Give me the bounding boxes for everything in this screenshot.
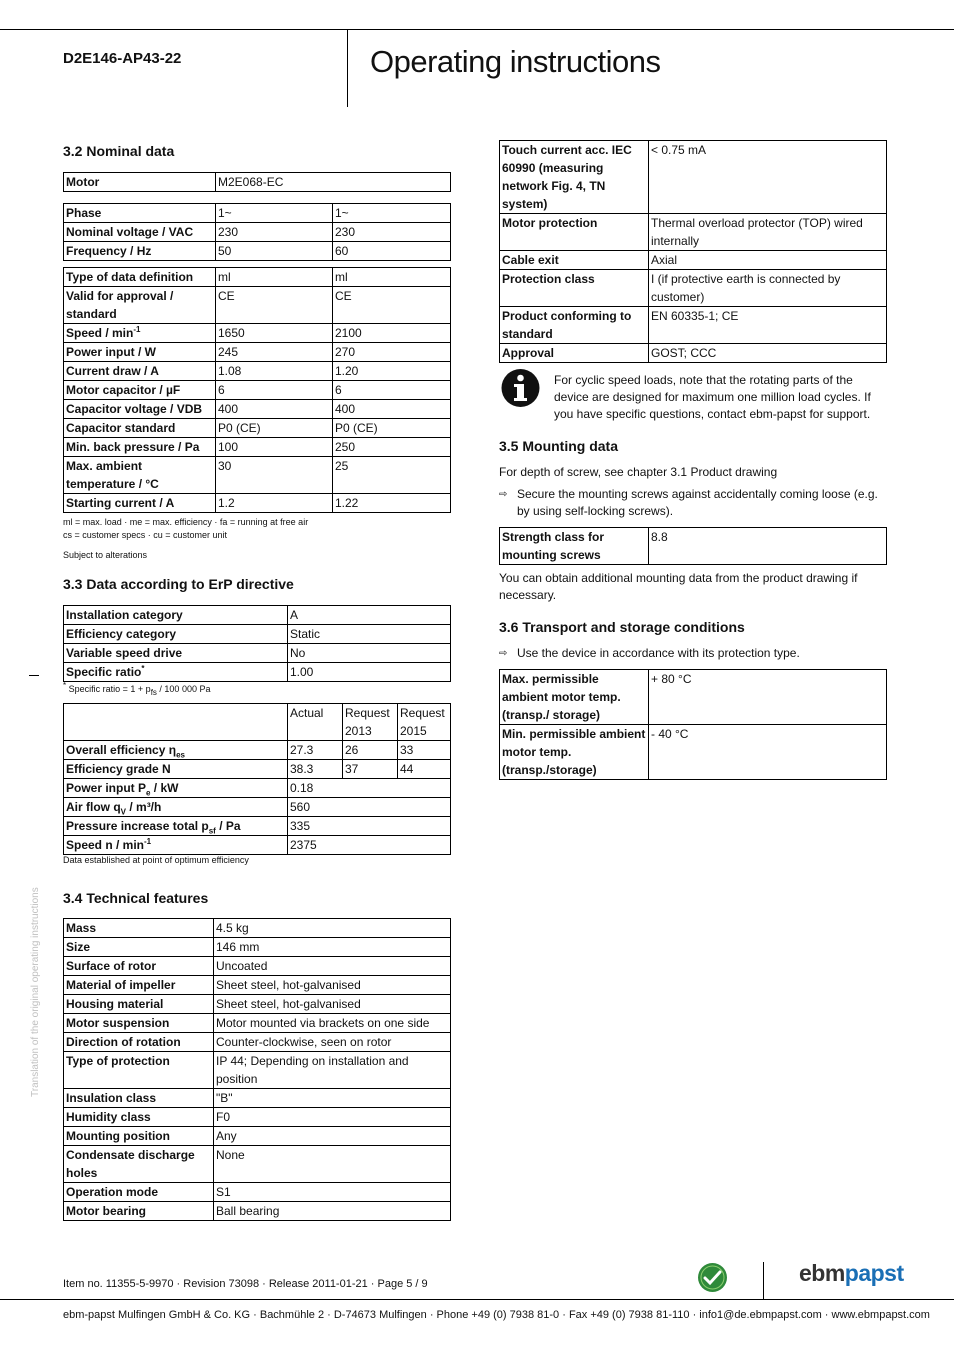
cell-text: Pressure increase total p xyxy=(66,819,209,833)
table-cell xyxy=(64,741,288,760)
table-cell: Humidity class xyxy=(64,1108,214,1127)
motor-table xyxy=(63,172,451,192)
table-cell: 37 xyxy=(343,760,398,779)
section-heading-erp: 3.3 Data according to ErP directive xyxy=(63,576,294,592)
table-cell: Size xyxy=(64,938,214,957)
info-icon xyxy=(499,368,542,408)
subscript: sf xyxy=(208,826,216,836)
table-cell: P0 (CE) xyxy=(333,419,451,438)
cell-text: Power input P xyxy=(66,781,147,795)
cell-text: Speed / min xyxy=(66,326,134,340)
table-row xyxy=(64,919,451,938)
table-row xyxy=(64,1108,451,1127)
table-cell: Power input / W xyxy=(64,343,216,362)
subscript: e xyxy=(146,788,151,798)
table-cell: Motor suspension xyxy=(64,1014,214,1033)
table-row xyxy=(64,741,451,760)
table-cell: 560 xyxy=(288,798,451,817)
table-cell: Operation mode xyxy=(64,1183,214,1202)
section-heading-nominal-data: 3.2 Nominal data xyxy=(63,143,175,159)
table-cell: I (if protective earth is connected by customer) xyxy=(649,270,887,307)
table-cell: Capacitor standard xyxy=(64,419,216,438)
company-address: ebm-papst Mulfingen GmbH & Co. KG · Bachmühle 2 · D-74673 Mulfingen · Phone +49 (0) 7938 81-0 · Fax +49 (0) 7938 81-110 · info1@de.ebmpapst.com · www.ebmpapst.com xyxy=(63,1309,930,1321)
table-cell: Mass xyxy=(64,919,214,938)
table-row xyxy=(64,957,451,976)
electrical-features-table xyxy=(499,140,887,363)
table-row xyxy=(64,419,451,438)
table-cell: CE xyxy=(216,287,333,324)
table-cell: Motor bearing xyxy=(64,1202,214,1221)
table-cell: Phase xyxy=(64,204,216,223)
table-cell: Installation category xyxy=(64,606,288,625)
header-rule xyxy=(0,29,954,30)
table-row xyxy=(64,324,451,343)
table-cell: P0 (CE) xyxy=(216,419,333,438)
transport-temp-table xyxy=(499,669,887,780)
table-row xyxy=(64,1033,451,1052)
table-cell: Material of impeller xyxy=(64,976,214,995)
table-cell: 25 xyxy=(333,457,451,494)
info-note: For cyclic speed loads, note that the rotating parts of the device are designed for maximum one million load cycles. If you have specific questions, contact ebm-papst for support. xyxy=(554,373,871,421)
table-cell: 60 xyxy=(333,242,451,261)
table-cell: Motor mounted via brackets on one side xyxy=(214,1014,451,1033)
subscript: es xyxy=(176,750,185,760)
table-row xyxy=(64,287,451,324)
legend-line-1: ml = max. load · me = max. efficiency · fa = running at free air xyxy=(63,517,309,527)
table-cell xyxy=(64,779,288,798)
table-cell: + 80 °C xyxy=(649,670,887,725)
table-row xyxy=(64,1183,451,1202)
mounting-bullet xyxy=(499,486,889,520)
asterisk: * xyxy=(63,681,67,690)
note-text: / 100 000 Pa xyxy=(156,684,211,694)
table-cell: 1650 xyxy=(216,324,333,343)
table-cell: Motor capacitor / µF xyxy=(64,381,216,400)
section-heading-technical-features: 3.4 Technical features xyxy=(63,890,209,906)
table-row xyxy=(64,625,451,644)
column-header: Actual xyxy=(288,704,343,741)
table-row xyxy=(64,938,451,957)
table-cell: F0 xyxy=(214,1108,451,1127)
arrow-icon: ⇨ xyxy=(499,489,508,500)
table-row xyxy=(64,817,451,836)
table-cell: Product conforming to standard xyxy=(500,307,649,344)
table-cell: Condensate discharge holes xyxy=(64,1146,214,1183)
model-number: D2E146-AP43-22 xyxy=(63,50,182,67)
cell-text: Specific ratio xyxy=(66,665,142,679)
table-cell: Motor xyxy=(64,173,216,192)
table-row xyxy=(500,528,887,565)
table-row xyxy=(64,779,451,798)
table-cell: 2375 xyxy=(288,836,451,855)
green-tech-badge-icon xyxy=(697,1262,728,1293)
table-cell: 1~ xyxy=(216,204,333,223)
table-row xyxy=(500,214,887,251)
table-cell: IP 44; Depending on installation and position xyxy=(214,1052,451,1089)
table-row xyxy=(64,606,451,625)
table-cell: Min. permissible ambient motor temp. (transp./storage) xyxy=(500,725,649,780)
table-cell xyxy=(64,324,216,343)
table-row xyxy=(500,251,887,270)
table-row xyxy=(64,1202,451,1221)
table-cell: Cable exit xyxy=(500,251,649,270)
table-row xyxy=(500,141,887,214)
note-text: Specific ratio = 1 + p xyxy=(68,684,151,694)
table-cell: Sheet steel, hot-galvanised xyxy=(214,995,451,1014)
table-cell: Housing material xyxy=(64,995,214,1014)
superscript: -1 xyxy=(133,325,141,334)
table-cell: 50 xyxy=(216,242,333,261)
table-cell: 8.8 xyxy=(649,528,887,565)
table-cell: M2E068-EC xyxy=(216,173,451,192)
section-heading-mounting-data: 3.5 Mounting data xyxy=(499,438,618,454)
table-cell xyxy=(64,836,288,855)
table-cell: 400 xyxy=(216,400,333,419)
table-cell: None xyxy=(214,1146,451,1183)
superscript: -1 xyxy=(144,837,152,846)
table-cell: Counter-clockwise, seen on rotor xyxy=(214,1033,451,1052)
table-row xyxy=(64,173,451,192)
table-cell: 30 xyxy=(216,457,333,494)
arrow-icon: ⇨ xyxy=(499,648,508,659)
table-row xyxy=(64,798,451,817)
table-cell: < 0.75 mA xyxy=(649,141,887,214)
table-cell: Mounting position xyxy=(64,1127,214,1146)
table-cell: Approval xyxy=(500,344,649,363)
column-header: Request 2013 xyxy=(343,704,398,741)
table-cell: 4.5 kg xyxy=(214,919,451,938)
table-row xyxy=(64,494,451,513)
table-cell: Efficiency grade N xyxy=(64,760,288,779)
table-cell: 335 xyxy=(288,817,451,836)
table-row xyxy=(64,663,451,682)
table-cell: 6 xyxy=(333,381,451,400)
table-row xyxy=(64,1052,451,1089)
table-row xyxy=(500,670,887,725)
table-cell: Current draw / A xyxy=(64,362,216,381)
table-cell: 1.00 xyxy=(288,663,451,682)
table-row xyxy=(64,381,451,400)
ebmpapst-logo: ebmpapst xyxy=(799,1260,904,1286)
table-cell: Sheet steel, hot-galvanised xyxy=(214,976,451,995)
table-cell: Type of protection xyxy=(64,1052,214,1089)
footer-rule xyxy=(0,1299,954,1300)
table-cell: "B" xyxy=(214,1089,451,1108)
section-heading-transport: 3.6 Transport and storage conditions xyxy=(499,619,745,635)
table-cell: Starting current / A xyxy=(64,494,216,513)
logo-divider xyxy=(763,1262,764,1299)
legend-line-2: cs = customer specs · cu = customer unit xyxy=(63,530,228,540)
table-row xyxy=(64,1089,451,1108)
table-cell: CE xyxy=(333,287,451,324)
table-cell: 230 xyxy=(216,223,333,242)
subscript: fs xyxy=(150,687,157,697)
table-cell: Variable speed drive xyxy=(64,644,288,663)
table-cell: 27.3 xyxy=(288,741,343,760)
table-cell: 2100 xyxy=(333,324,451,343)
efficiency-table xyxy=(63,703,451,855)
table-row xyxy=(64,204,451,223)
table-cell: 1.08 xyxy=(216,362,333,381)
table-row xyxy=(64,976,451,995)
table-cell: - 40 °C xyxy=(649,725,887,780)
subscript: V xyxy=(120,807,127,817)
table-cell xyxy=(64,663,288,682)
table-cell: 1.20 xyxy=(333,362,451,381)
table-cell: 6 xyxy=(216,381,333,400)
table-row xyxy=(64,223,451,242)
asterisk: * xyxy=(141,664,145,673)
table-cell: 400 xyxy=(333,400,451,419)
technical-features-table xyxy=(63,918,451,1221)
supply-table xyxy=(63,203,451,261)
nominal-data-table xyxy=(63,267,451,513)
table-cell: Valid for approval / standard xyxy=(64,287,216,324)
bullet-text: Secure the mounting screws against accidentally coming loose (e.g. by using self-locking screws). xyxy=(517,487,878,518)
erp-category-table xyxy=(63,605,451,682)
table-cell: 250 xyxy=(333,438,451,457)
table-row xyxy=(64,362,451,381)
table-row xyxy=(64,836,451,855)
table-row xyxy=(64,995,451,1014)
table-cell xyxy=(64,798,288,817)
table-row xyxy=(64,1014,451,1033)
table-cell: 1~ xyxy=(333,204,451,223)
table-cell: Frequency / Hz xyxy=(64,242,216,261)
subject-to-alterations: Subject to alterations xyxy=(63,550,148,560)
column-header: Request 2015 xyxy=(398,704,451,741)
table-cell: Motor protection xyxy=(500,214,649,251)
cell-text: / Pa xyxy=(215,819,241,833)
table-cell: Nominal voltage / VAC xyxy=(64,223,216,242)
cell-text: / m³/h xyxy=(126,800,162,814)
table-row xyxy=(64,268,451,287)
table-row xyxy=(64,760,451,779)
mounting-after: You can obtain additional mounting data from the product drawing if necessary. xyxy=(499,571,858,602)
header-divider xyxy=(347,29,348,107)
table-cell: Strength class for mounting screws xyxy=(500,528,649,565)
table-cell: S1 xyxy=(214,1183,451,1202)
cell-text: Speed n / min xyxy=(66,838,145,852)
table-row xyxy=(64,1127,451,1146)
table-row xyxy=(64,343,451,362)
table-cell: GOST; CCC xyxy=(649,344,887,363)
table-cell: Surface of rotor xyxy=(64,957,214,976)
table-cell: 230 xyxy=(333,223,451,242)
table-cell: Thermal overload protector (TOP) wired internally xyxy=(649,214,887,251)
table-cell: 26 xyxy=(343,741,398,760)
table-cell: No xyxy=(288,644,451,663)
table-cell: Min. back pressure / Pa xyxy=(64,438,216,457)
table-cell: Uncoated xyxy=(214,957,451,976)
table-cell: 33 xyxy=(398,741,451,760)
table-cell xyxy=(64,704,288,741)
table-cell: Ball bearing xyxy=(214,1202,451,1221)
table-row xyxy=(500,270,887,307)
mounting-intro: For depth of screw, see chapter 3.1 Product drawing xyxy=(499,465,778,479)
table-cell: Insulation class xyxy=(64,1089,214,1108)
cell-text: Air flow q xyxy=(66,800,121,814)
table-cell: A xyxy=(288,606,451,625)
cell-text: / kW xyxy=(150,781,179,795)
table-row xyxy=(64,242,451,261)
table-cell: ml xyxy=(333,268,451,287)
table-cell: 1.22 xyxy=(333,494,451,513)
transport-bullet xyxy=(499,645,889,662)
document-title: Operating instructions xyxy=(370,44,661,79)
table-cell: 38.3 xyxy=(288,760,343,779)
table-cell: Protection class xyxy=(500,270,649,307)
table-cell: Type of data definition xyxy=(64,268,216,287)
table-cell: Static xyxy=(288,625,451,644)
mounting-screw-table xyxy=(499,527,887,565)
table-cell: Max. ambient temperature / °C xyxy=(64,457,216,494)
specific-ratio-note xyxy=(63,683,210,696)
table-row xyxy=(500,725,887,780)
table-row xyxy=(500,344,887,363)
table-row xyxy=(64,400,451,419)
table-row xyxy=(500,307,887,344)
table-cell: Touch current acc. IEC 60990 (measuring network Fig. 4, TN system) xyxy=(500,141,649,214)
table-cell: Capacitor voltage / VDB xyxy=(64,400,216,419)
table-cell: 44 xyxy=(398,760,451,779)
table-cell: 146 mm xyxy=(214,938,451,957)
table-cell: Direction of rotation xyxy=(64,1033,214,1052)
table-cell: 0.18 xyxy=(288,779,451,798)
cell-text: Overall efficiency η xyxy=(66,743,177,757)
item-revision-line: Item no. 11355-5-9970 · Revision 73098 · Release 2011-01-21 · Page 5 / 9 xyxy=(63,1278,428,1290)
bullet-text: Use the device in accordance with its protection type. xyxy=(517,646,800,660)
table-cell: 1.2 xyxy=(216,494,333,513)
table-cell: Efficiency category xyxy=(64,625,288,644)
optimum-efficiency-note: Data established at point of optimum efficiency xyxy=(63,855,249,865)
side-note: Translation of the original operating instructions xyxy=(30,887,41,1097)
table-cell: Any xyxy=(214,1127,451,1146)
table-cell: Max. permissible ambient motor temp. (transp./ storage) xyxy=(500,670,649,725)
table-row xyxy=(64,1146,451,1183)
table-cell: EN 60335-1; CE xyxy=(649,307,887,344)
table-row xyxy=(64,704,451,741)
table-cell: ml xyxy=(216,268,333,287)
table-cell xyxy=(64,817,288,836)
table-cell: 245 xyxy=(216,343,333,362)
table-row xyxy=(64,438,451,457)
table-row xyxy=(64,457,451,494)
fold-mark xyxy=(29,675,39,676)
table-cell: 100 xyxy=(216,438,333,457)
table-row xyxy=(64,644,451,663)
table-cell: Axial xyxy=(649,251,887,270)
table-cell: 270 xyxy=(333,343,451,362)
